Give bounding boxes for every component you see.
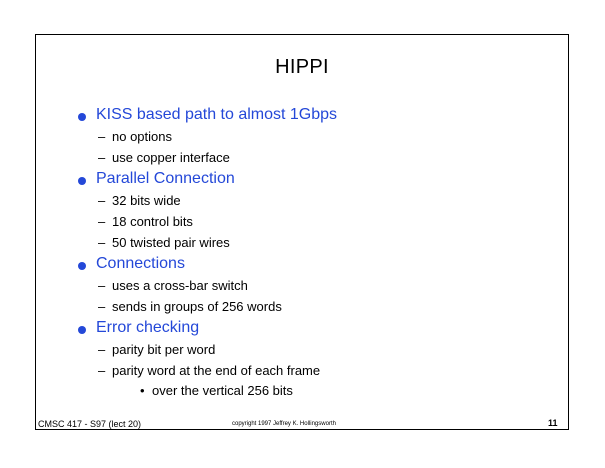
sub-bullet-text: parity bit per word (112, 342, 216, 357)
dash-icon: – (98, 193, 106, 208)
sub-bullet-item (78, 339, 548, 360)
bullet-dot-icon (78, 262, 86, 270)
bullet-point-icon: • (140, 383, 145, 398)
sub-bullet-text: 18 control bits (112, 214, 193, 229)
bullet-item (78, 253, 548, 275)
slide-title: HIPPI (275, 56, 329, 78)
dash-icon: – (98, 150, 106, 165)
dash-icon: – (98, 342, 106, 357)
bullet-item (78, 104, 548, 126)
sub-bullet-item (78, 126, 548, 147)
bullet-text: Error checking (96, 319, 200, 336)
sub-bullet-item (78, 190, 548, 211)
bullet-item (78, 168, 548, 190)
sub-bullet-item (78, 360, 548, 381)
bullet-dot-icon (78, 113, 86, 121)
sub-bullet-item (78, 211, 548, 232)
bullet-dot-icon (78, 177, 86, 185)
bullet-text: KISS based path to almost 1Gbps (96, 106, 338, 123)
sub-bullet-text: use copper interface (112, 150, 230, 165)
bullet-item (78, 317, 548, 339)
sub-bullet-item (78, 296, 548, 317)
page-number: 11 (548, 418, 558, 428)
footer-course-label: CMSC 417 - S97 (lect 20) (38, 419, 142, 429)
bullet-text: Parallel Connection (96, 170, 235, 187)
dash-icon: – (98, 299, 106, 314)
sub-bullet-text: sends in groups of 256 words (112, 299, 282, 314)
sub-bullet-item (78, 275, 548, 296)
sub-bullet-item (78, 147, 548, 168)
bullet-text: Connections (96, 255, 185, 272)
bullet-list (78, 104, 548, 401)
dash-icon: – (98, 235, 106, 250)
footer-copyright: copyright 1997 Jeffrey K. Hollingsworth (232, 421, 336, 427)
dash-icon: – (98, 363, 106, 378)
sub-bullet-text: 32 bits wide (112, 193, 181, 208)
sub-sub-bullet-text: over the vertical 256 bits (152, 383, 293, 398)
dash-icon: – (98, 129, 106, 144)
sub-bullet-text: 50 twisted pair wires (112, 235, 230, 250)
sub-bullet-item (78, 232, 548, 253)
dash-icon: – (98, 278, 106, 293)
sub-sub-bullet-item (78, 381, 548, 401)
sub-bullet-text: parity word at the end of each frame (112, 363, 321, 378)
sub-bullet-text: no options (112, 129, 172, 144)
bullet-dot-icon (78, 326, 86, 334)
sub-bullet-text: uses a cross-bar switch (112, 278, 248, 293)
dash-icon: – (98, 214, 106, 229)
